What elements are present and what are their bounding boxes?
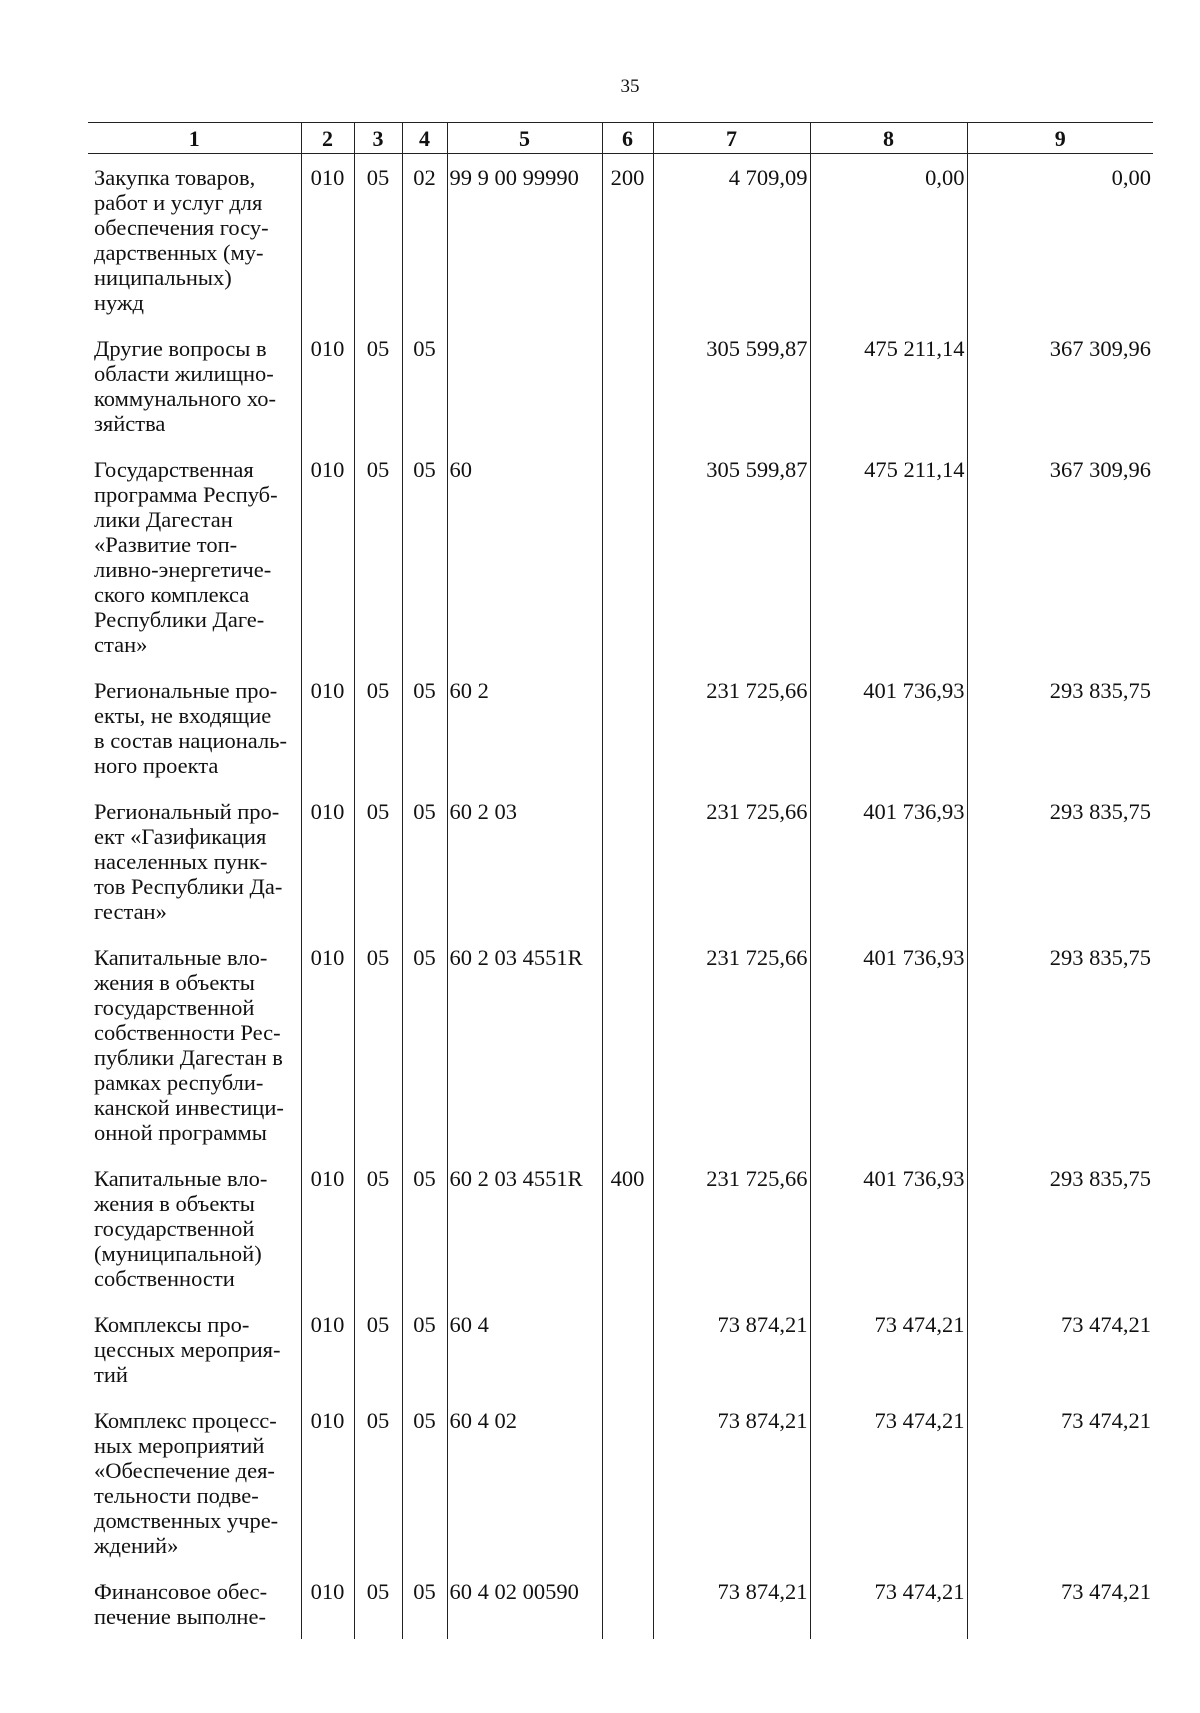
section-code: 05 bbox=[354, 1301, 402, 1397]
amount-col-7: 231 725,66 bbox=[653, 667, 810, 788]
subsection-code: 05 bbox=[402, 1568, 447, 1639]
target-item-code: 60 2 bbox=[447, 667, 602, 788]
amount-col-7: 73 874,21 bbox=[653, 1397, 810, 1568]
amount-col-8: 73 474,21 bbox=[810, 1397, 967, 1568]
amount-col-9: 0,00 bbox=[967, 154, 1153, 326]
target-item-code: 60 2 03 bbox=[447, 788, 602, 934]
section-code: 05 bbox=[354, 325, 402, 446]
table-row bbox=[88, 446, 1153, 667]
amount-col-9: 73 474,21 bbox=[967, 1568, 1153, 1639]
table-row bbox=[88, 325, 1153, 446]
target-item-code: 60 2 03 4551R bbox=[447, 1155, 602, 1301]
row-name: Закупка товаров, работ и услуг для обеспечения госу- дарственных (му- ниципальных) нужд bbox=[94, 165, 269, 315]
subsection-code: 05 bbox=[402, 934, 447, 1155]
ministry-code: 010 bbox=[301, 446, 354, 667]
page-number: 35 bbox=[620, 76, 640, 97]
subsection-code: 05 bbox=[402, 1301, 447, 1397]
amount-col-7: 4 709,09 bbox=[653, 154, 810, 326]
expense-type-code bbox=[602, 1397, 653, 1568]
section-code: 05 bbox=[354, 667, 402, 788]
subsection-code: 05 bbox=[402, 446, 447, 667]
header-col-2: 2 bbox=[301, 123, 354, 154]
budget-table bbox=[88, 122, 1153, 1639]
amount-col-7: 305 599,87 bbox=[653, 325, 810, 446]
header-col-4: 4 bbox=[402, 123, 447, 154]
section-code: 05 bbox=[354, 934, 402, 1155]
expense-type-code bbox=[602, 325, 653, 446]
expense-type-code bbox=[602, 446, 653, 667]
amount-col-8: 401 736,93 bbox=[810, 1155, 967, 1301]
section-code: 05 bbox=[354, 1568, 402, 1639]
amount-col-9: 293 835,75 bbox=[967, 788, 1153, 934]
row-name: Региональный про- ект «Газификация населенных пунк- тов Республики Да- гестан» bbox=[94, 799, 283, 924]
amount-col-8: 475 211,14 bbox=[810, 325, 967, 446]
section-code: 05 bbox=[354, 1155, 402, 1301]
amount-col-9: 367 309,96 bbox=[967, 325, 1153, 446]
ministry-code: 010 bbox=[301, 325, 354, 446]
subsection-code: 05 bbox=[402, 667, 447, 788]
ministry-code: 010 bbox=[301, 788, 354, 934]
amount-col-7: 73 874,21 bbox=[653, 1301, 810, 1397]
amount-col-9: 367 309,96 bbox=[967, 446, 1153, 667]
table-row bbox=[88, 1155, 1153, 1301]
amount-col-9: 73 474,21 bbox=[967, 1301, 1153, 1397]
header-col-6: 6 bbox=[602, 123, 653, 154]
target-item-code: 60 4 02 bbox=[447, 1397, 602, 1568]
target-item-code bbox=[447, 325, 602, 446]
header-col-9: 9 bbox=[967, 123, 1153, 154]
expense-type-code: 400 bbox=[602, 1155, 653, 1301]
row-name: Финансовое обес- печение выполне- bbox=[94, 1579, 268, 1629]
header-col-7: 7 bbox=[653, 123, 810, 154]
expense-type-code bbox=[602, 934, 653, 1155]
row-name: Другие вопросы в области жилищно- коммунального хо- зяйства bbox=[94, 336, 277, 436]
section-code: 05 bbox=[354, 446, 402, 667]
subsection-code: 05 bbox=[402, 325, 447, 446]
target-item-code: 60 2 03 4551R bbox=[447, 934, 602, 1155]
header-col-5: 5 bbox=[447, 123, 602, 154]
amount-col-7: 231 725,66 bbox=[653, 1155, 810, 1301]
ministry-code: 010 bbox=[301, 1301, 354, 1397]
subsection-code: 02 bbox=[402, 154, 447, 326]
header-col-8: 8 bbox=[810, 123, 967, 154]
header-row bbox=[88, 123, 1153, 154]
amount-col-7: 305 599,87 bbox=[653, 446, 810, 667]
amount-col-9: 293 835,75 bbox=[967, 934, 1153, 1155]
amount-col-7: 231 725,66 bbox=[653, 788, 810, 934]
table-row bbox=[88, 667, 1153, 788]
amount-col-8: 73 474,21 bbox=[810, 1568, 967, 1639]
expense-type-code: 200 bbox=[602, 154, 653, 326]
amount-col-8: 401 736,93 bbox=[810, 667, 967, 788]
table-row bbox=[88, 1568, 1153, 1639]
expense-type-code bbox=[602, 788, 653, 934]
ministry-code: 010 bbox=[301, 667, 354, 788]
table-header bbox=[88, 123, 1153, 154]
ministry-code: 010 bbox=[301, 154, 354, 326]
table-row bbox=[88, 788, 1153, 934]
section-code: 05 bbox=[354, 788, 402, 934]
amount-col-9: 73 474,21 bbox=[967, 1397, 1153, 1568]
subsection-code: 05 bbox=[402, 1155, 447, 1301]
target-item-code: 60 4 bbox=[447, 1301, 602, 1397]
table-row bbox=[88, 934, 1153, 1155]
amount-col-8: 401 736,93 bbox=[810, 934, 967, 1155]
amount-col-8: 0,00 bbox=[810, 154, 967, 326]
ministry-code: 010 bbox=[301, 1155, 354, 1301]
target-item-code: 99 9 00 99990 bbox=[447, 154, 602, 326]
ministry-code: 010 bbox=[301, 1397, 354, 1568]
expense-type-code bbox=[602, 1568, 653, 1639]
section-code: 05 bbox=[354, 154, 402, 326]
amount-col-8: 73 474,21 bbox=[810, 1301, 967, 1397]
target-item-code: 60 4 02 00590 bbox=[447, 1568, 602, 1639]
row-name: Капитальные вло- жения в объекты государственной собственности Рес- публики Дагестан в рамках республи- канской инвестици- онной программы bbox=[94, 945, 284, 1145]
subsection-code: 05 bbox=[402, 1397, 447, 1568]
row-name: Капитальные вло- жения в объекты государственной (муниципальной) собственности bbox=[94, 1166, 268, 1291]
table-row bbox=[88, 1301, 1153, 1397]
table-row bbox=[88, 1397, 1153, 1568]
amount-col-8: 401 736,93 bbox=[810, 788, 967, 934]
amount-col-9: 293 835,75 bbox=[967, 1155, 1153, 1301]
table-body bbox=[88, 154, 1153, 1640]
amount-col-7: 73 874,21 bbox=[653, 1568, 810, 1639]
subsection-code: 05 bbox=[402, 788, 447, 934]
ministry-code: 010 bbox=[301, 1568, 354, 1639]
header-col-1: 1 bbox=[88, 123, 301, 154]
row-name: Комплексы про- цессных мероприя- тий bbox=[94, 1312, 281, 1387]
row-name: Региональные про- екты, не входящие в состав националь- ного проекта bbox=[94, 678, 287, 778]
row-name: Комплекс процесс- ных мероприятий «Обеспечение дея- тельности подве- домственных учре- ждений» bbox=[94, 1408, 279, 1558]
amount-col-8: 475 211,14 bbox=[810, 446, 967, 667]
expense-type-code bbox=[602, 1301, 653, 1397]
amount-col-9: 293 835,75 bbox=[967, 667, 1153, 788]
table-row bbox=[88, 154, 1153, 326]
expense-type-code bbox=[602, 667, 653, 788]
target-item-code: 60 bbox=[447, 446, 602, 667]
section-code: 05 bbox=[354, 1397, 402, 1568]
amount-col-7: 231 725,66 bbox=[653, 934, 810, 1155]
row-name: Государственная программа Респуб- лики Дагестан «Развитие топ- ливно-энергетиче- ского комплекса Республики Даге- стан» bbox=[94, 457, 278, 657]
header-col-3: 3 bbox=[354, 123, 402, 154]
ministry-code: 010 bbox=[301, 934, 354, 1155]
